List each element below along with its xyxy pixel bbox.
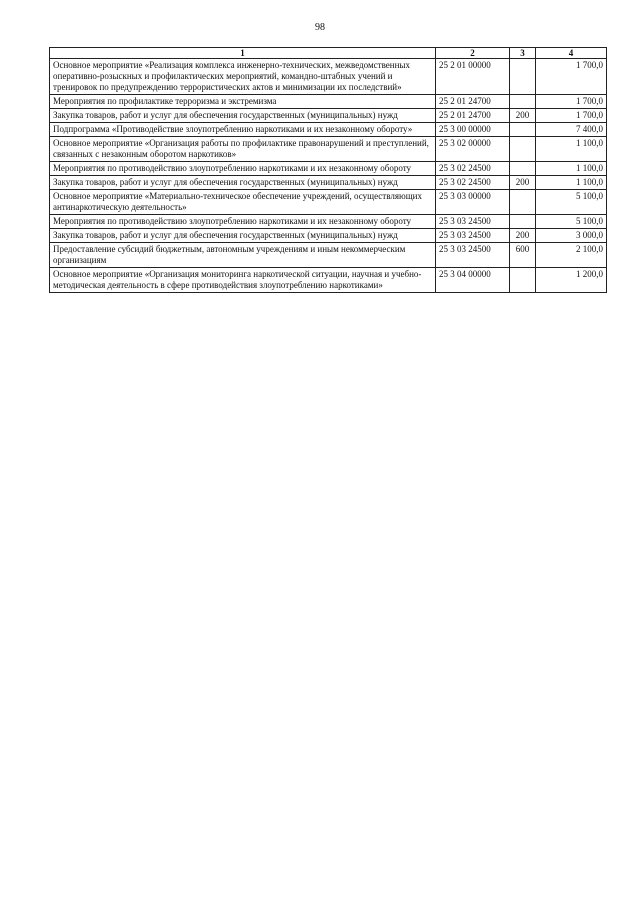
cell-amount: 1 700,0 <box>536 59 607 95</box>
cell-amount: 1 100,0 <box>536 137 607 162</box>
cell-type <box>510 268 536 293</box>
table-row <box>50 176 607 190</box>
table-header <box>50 48 607 59</box>
cell-type <box>510 162 536 176</box>
table-row <box>50 229 607 243</box>
cell-amount: 2 100,0 <box>536 243 607 268</box>
cell-amount: 1 700,0 <box>536 109 607 123</box>
cell-code: 25 3 04 00000 <box>436 268 510 293</box>
cell-name: Основное мероприятие «Организация работы по профилактике правонарушений и преступлений, связанных с незаконным оборотом наркотиков» <box>50 137 436 162</box>
table-row <box>50 95 607 109</box>
cell-code: 25 3 00 00000 <box>436 123 510 137</box>
cell-name: Мероприятия по противодействию злоупотреблению наркотиками и их незаконному обороту <box>50 215 436 229</box>
cell-name: Основное мероприятие «Реализация комплекса инженерно-технических, межведомственных оперативно-розыскных и профилактических мероприятий, командно-штабных учений и тренировок по предупреждению террористических актов и минимизации их последствий» <box>50 59 436 95</box>
cell-amount: 1 100,0 <box>536 162 607 176</box>
table-row <box>50 123 607 137</box>
cell-code: 25 3 03 24500 <box>436 229 510 243</box>
cell-type: 600 <box>510 243 536 268</box>
table-row <box>50 162 607 176</box>
table-row <box>50 59 607 95</box>
cell-type <box>510 95 536 109</box>
cell-amount: 5 100,0 <box>536 190 607 215</box>
cell-code: 25 3 02 24500 <box>436 162 510 176</box>
cell-type: 200 <box>510 229 536 243</box>
cell-code: 25 2 01 24700 <box>436 95 510 109</box>
cell-name: Закупка товаров, работ и услуг для обеспечения государственных (муниципальных) нужд <box>50 109 436 123</box>
cell-code: 25 2 01 24700 <box>436 109 510 123</box>
page-number: 98 <box>315 22 325 33</box>
cell-code: 25 3 02 00000 <box>436 137 510 162</box>
cell-type <box>510 137 536 162</box>
cell-type: 200 <box>510 109 536 123</box>
cell-code: 25 3 02 24500 <box>436 176 510 190</box>
table-row <box>50 215 607 229</box>
table-body <box>50 59 607 293</box>
header-col-3: 3 <box>510 48 536 59</box>
cell-code: 25 3 03 24500 <box>436 243 510 268</box>
cell-type <box>510 190 536 215</box>
cell-name: Закупка товаров, работ и услуг для обеспечения государственных (муниципальных) нужд <box>50 229 436 243</box>
cell-code: 25 3 03 24500 <box>436 215 510 229</box>
cell-amount: 3 000,0 <box>536 229 607 243</box>
cell-name: Закупка товаров, работ и услуг для обеспечения государственных (муниципальных) нужд <box>50 176 436 190</box>
table-row <box>50 243 607 268</box>
cell-amount: 5 100,0 <box>536 215 607 229</box>
cell-code: 25 2 01 00000 <box>436 59 510 95</box>
cell-name: Мероприятия по противодействию злоупотреблению наркотиками и их незаконному обороту <box>50 162 436 176</box>
header-col-1: 1 <box>50 48 436 59</box>
cell-type <box>510 123 536 137</box>
cell-code: 25 3 03 00000 <box>436 190 510 215</box>
cell-name: Предоставление субсидий бюджетным, автономным учреждениям и иным некоммерческим организациям <box>50 243 436 268</box>
cell-type: 200 <box>510 176 536 190</box>
table-row <box>50 190 607 215</box>
cell-name: Основное мероприятие «Организация мониторинга наркотической ситуации, научная и учебно-методическая деятельность в сфере противодействия злоупотреблению наркотиками» <box>50 268 436 293</box>
budget-table <box>49 47 607 293</box>
table-row <box>50 268 607 293</box>
cell-amount: 7 400,0 <box>536 123 607 137</box>
cell-type <box>510 59 536 95</box>
cell-name: Подпрограмма «Противодействие злоупотреблению наркотиками и их незаконному обороту» <box>50 123 436 137</box>
header-col-2: 2 <box>436 48 510 59</box>
header-row <box>50 48 607 59</box>
cell-name: Мероприятия по профилактике терроризма и экстремизма <box>50 95 436 109</box>
cell-amount: 1 200,0 <box>536 268 607 293</box>
cell-name: Основное мероприятие «Материально-техническое обеспечение учреждений, осуществляющих антинаркотическую деятельность» <box>50 190 436 215</box>
table-row <box>50 137 607 162</box>
table-row <box>50 109 607 123</box>
cell-type <box>510 215 536 229</box>
cell-amount: 1 700,0 <box>536 95 607 109</box>
cell-amount: 1 100,0 <box>536 176 607 190</box>
header-col-4: 4 <box>536 48 607 59</box>
